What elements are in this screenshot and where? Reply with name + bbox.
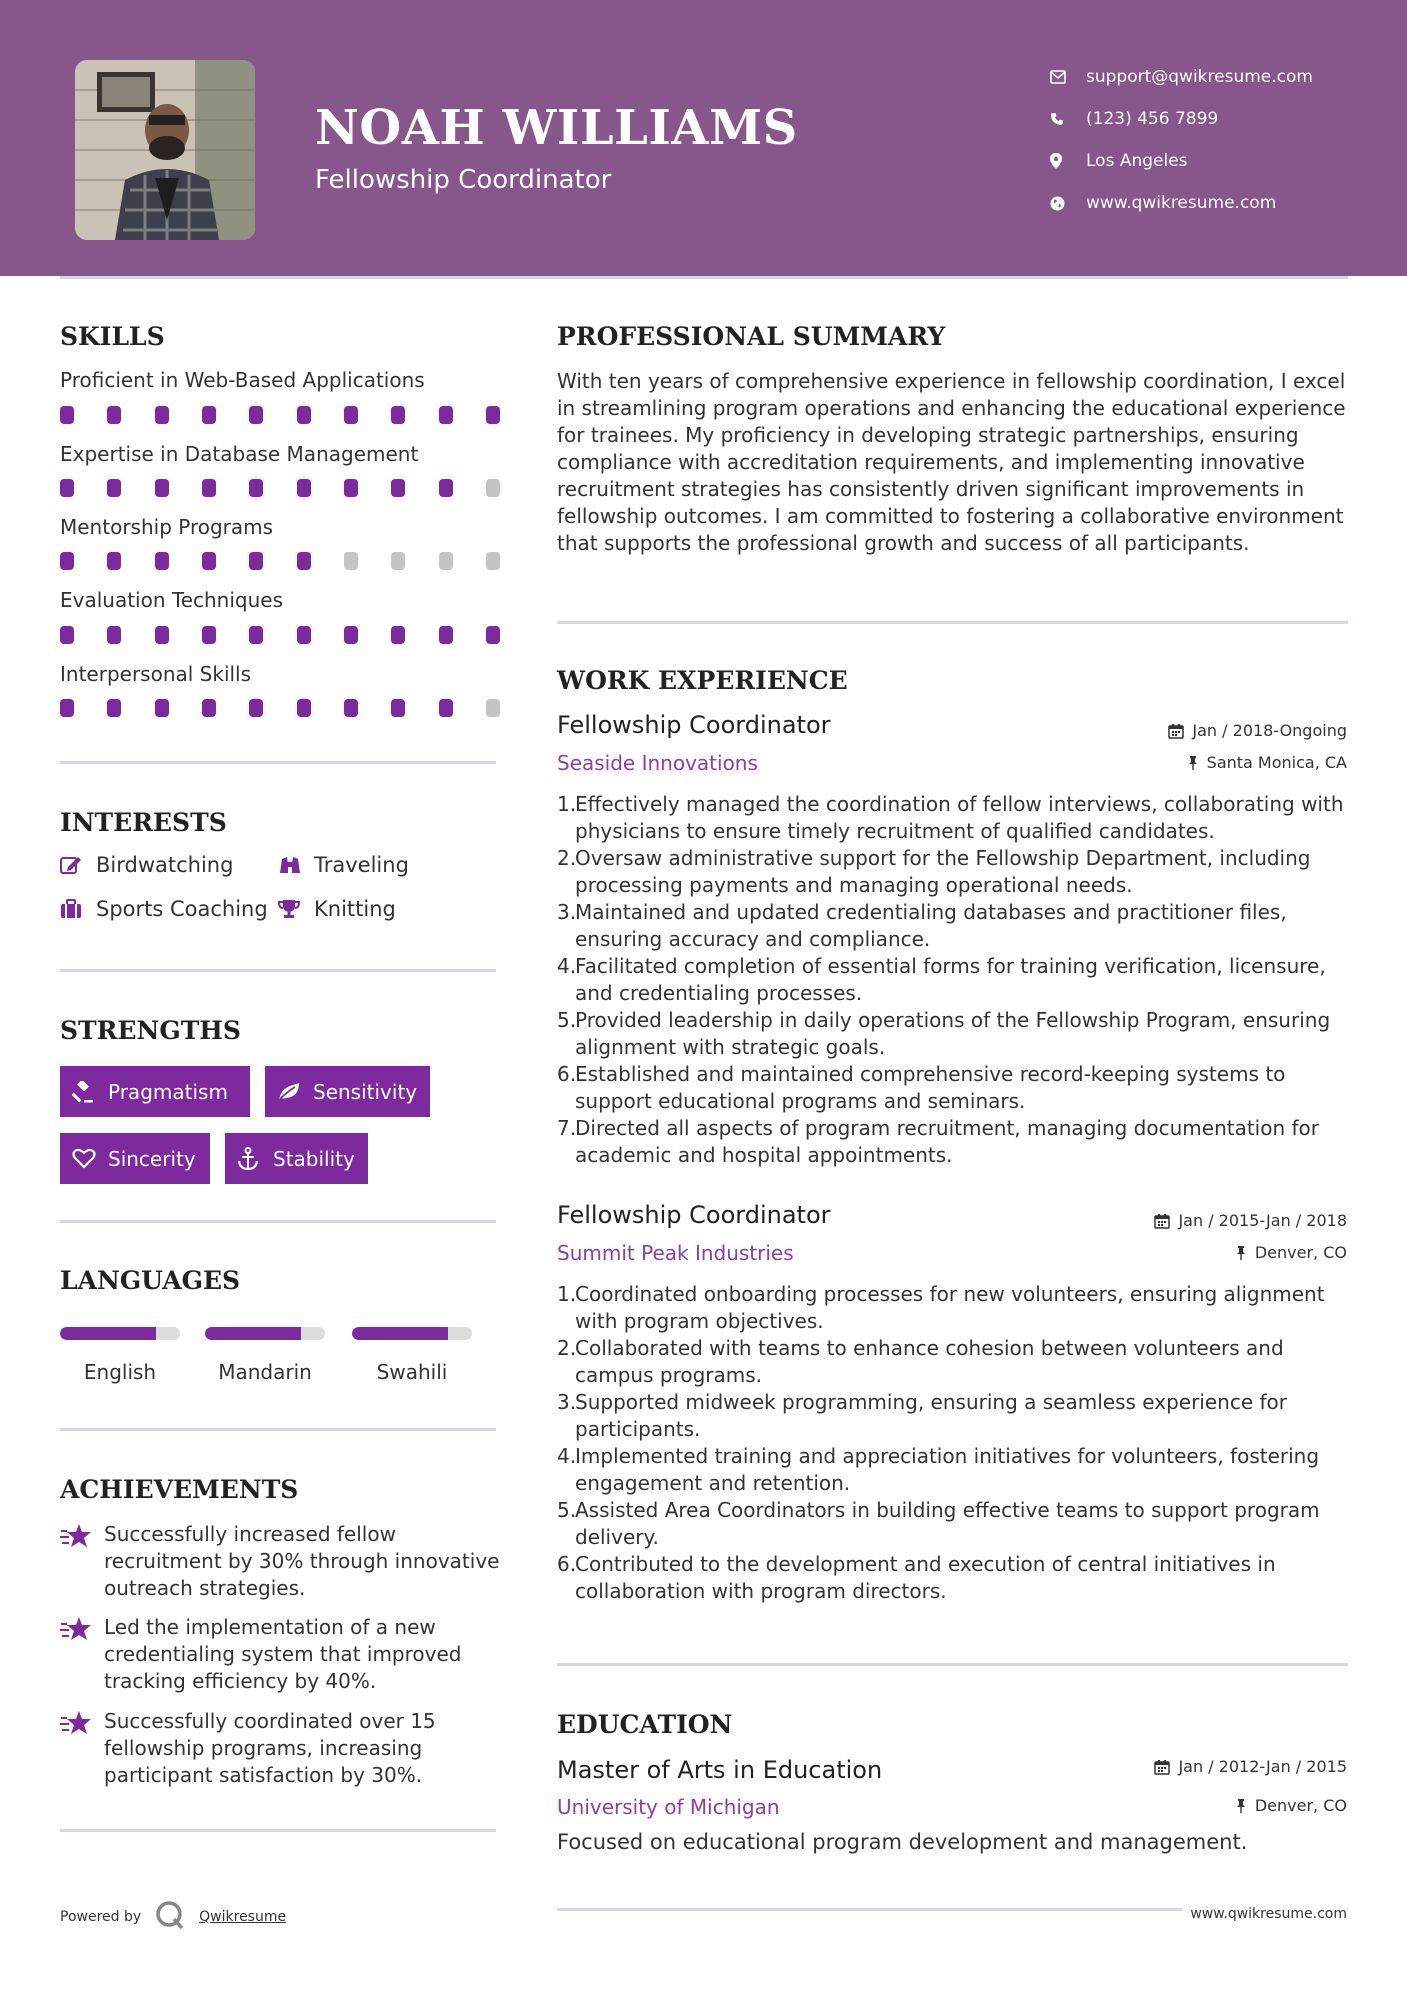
responsibility-text: Implemented training and appreciation initiatives for volunteers, fostering engagement and retention. — [575, 1444, 1320, 1495]
skill-label: Proficient in Web-Based Applications — [60, 368, 425, 392]
skill-dot-empty — [486, 699, 500, 717]
skill-dot-filled — [344, 626, 358, 644]
achievement-item — [60, 1521, 500, 1602]
pushpin-icon — [1235, 1798, 1247, 1814]
interest-label: Birdwatching — [96, 853, 234, 877]
skill-dot-filled — [297, 626, 311, 644]
footer-url[interactable]: www.qwikresume.com — [1182, 1906, 1347, 1922]
language-label: Mandarin — [218, 1360, 312, 1384]
contact-phone[interactable] — [1050, 98, 1313, 140]
education-location-text: Denver, CO — [1254, 1796, 1347, 1815]
star-icon — [60, 1614, 104, 1695]
skill-dot-filled — [155, 626, 169, 644]
responsibility-item: 5. Assisted Area Coordinators in building effective teams to support program delivery. — [557, 1497, 1352, 1551]
skill-dot-filled — [155, 699, 169, 717]
edit-icon — [60, 855, 96, 875]
skill-dot-filled — [297, 552, 311, 570]
skill-dot-filled — [297, 406, 311, 424]
skill-dot-filled — [155, 552, 169, 570]
heart-icon — [72, 1148, 108, 1169]
responsibility-item: 1. Coordinated onboarding processes for new volunteers, ensuring alignment with program objectives. — [557, 1281, 1352, 1335]
calendar-icon — [1168, 723, 1184, 739]
skill-dot-filled — [202, 626, 216, 644]
interests-heading: INTERESTS — [60, 808, 227, 837]
language-level-bar — [60, 1327, 180, 1340]
skill-dot-filled — [391, 479, 405, 497]
job-company: Seaside Innovations — [557, 751, 758, 775]
resume-header — [0, 0, 1407, 276]
leaf-icon — [277, 1082, 313, 1102]
star-icon — [60, 1708, 104, 1789]
strength-label: Stability — [273, 1146, 355, 1171]
globe-icon — [1050, 196, 1086, 211]
skill-dot-filled — [249, 699, 263, 717]
achievements-heading: ACHIEVEMENTS — [60, 1475, 299, 1504]
skill-dot-filled — [249, 626, 263, 644]
job-role: Fellowship Coordinator — [557, 711, 831, 739]
skill-dot-filled — [202, 552, 216, 570]
language-level-fill — [205, 1327, 301, 1340]
education-dates-text: Jan / 2012-Jan / 2015 — [1178, 1757, 1347, 1776]
responsibility-item: 4. Implemented training and appreciation initiatives for volunteers, fostering engagement and retention. — [557, 1443, 1352, 1497]
skill-dot-filled — [344, 479, 358, 497]
language-level-fill — [60, 1327, 156, 1340]
language-item — [352, 1327, 472, 1384]
job-location-text: Santa Monica, CA — [1206, 753, 1347, 772]
job-responsibilities — [557, 791, 1352, 1169]
job-dates-text: Jan / 2018-Ongoing — [1192, 721, 1347, 740]
responsibility-item: 2. Oversaw administrative support for the Fellowship Department, including processing payments and managing operational needs. — [557, 845, 1352, 899]
job-responsibilities — [557, 1281, 1352, 1605]
skill-dot-filled — [155, 406, 169, 424]
profile-photo — [75, 60, 255, 240]
skill-rating — [60, 626, 500, 644]
skill-dot-filled — [439, 406, 453, 424]
skill-dot-empty — [486, 479, 500, 497]
powered-by — [60, 1900, 286, 1934]
skill-dot-filled — [107, 479, 121, 497]
candidate-name: NOAH WILLIAMS — [315, 100, 798, 156]
pushpin-icon — [1187, 755, 1199, 771]
responsibility-item: 4. Facilitated completion of essential forms for training verification, licensure, and credentialing processes. — [557, 953, 1352, 1007]
language-label: Swahili — [376, 1360, 448, 1384]
language-label: English — [83, 1360, 157, 1384]
skill-rating — [60, 699, 500, 717]
interest-item — [278, 897, 396, 921]
skill-dot-filled — [202, 479, 216, 497]
job-dates — [1154, 1211, 1347, 1230]
interest-label: Traveling — [314, 853, 409, 877]
section-divider — [557, 621, 1348, 624]
skill-dot-empty — [486, 552, 500, 570]
language-item — [60, 1327, 180, 1384]
job-dates-text: Jan / 2015-Jan / 2018 — [1178, 1211, 1347, 1230]
responsibility-item: 5. Provided leadership in daily operations of the Fellowship Program, ensuring alignment with strategic goals. — [557, 1007, 1352, 1061]
qwikresume-logo-icon — [155, 1900, 185, 1934]
skill-dot-filled — [155, 479, 169, 497]
strengths-heading: STRENGTHS — [60, 1016, 241, 1045]
summary-heading: PROFESSIONAL SUMMARY — [557, 322, 946, 351]
education-heading: EDUCATION — [557, 1710, 733, 1739]
qwikresume-link[interactable]: Qwikresume — [199, 1909, 287, 1925]
skill-dot-filled — [107, 406, 121, 424]
section-divider — [557, 1663, 1348, 1666]
skill-dot-filled — [202, 699, 216, 717]
responsibility-text: Facilitated completion of essential forms for training verification, licensure, and credentialing processes. — [575, 954, 1326, 1005]
skill-dot-filled — [249, 479, 263, 497]
skill-dot-filled — [60, 406, 74, 424]
contact-location-text: Los Angeles — [1086, 151, 1188, 171]
skill-dot-filled — [439, 699, 453, 717]
job-location — [1235, 1243, 1347, 1262]
strength-badge — [60, 1066, 250, 1117]
skill-dot-filled — [486, 406, 500, 424]
responsibility-item: 7. Directed all aspects of program recruitment, managing documentation for academic and hospital appointments. — [557, 1115, 1352, 1169]
responsibility-text: Coordinated onboarding processes for new volunteers, ensuring alignment with program objectives. — [575, 1282, 1325, 1333]
contact-email-text[interactable]: support@qwikresume.com — [1086, 67, 1313, 87]
skill-dot-empty — [439, 552, 453, 570]
responsibility-text: Effectively managed the coordination of fellow interviews, collaborating with physicians to ensure timely recruitment of qualified candidates. — [575, 792, 1344, 843]
job-location — [1187, 753, 1347, 772]
powered-by-label: Powered by — [60, 1909, 142, 1925]
language-level-bar — [352, 1327, 472, 1340]
skill-dot-filled — [391, 406, 405, 424]
interest-item — [60, 897, 268, 921]
interest-label: Sports Coaching — [96, 897, 268, 921]
skill-dot-filled — [249, 406, 263, 424]
achievement-item — [60, 1614, 500, 1695]
contact-location — [1050, 140, 1313, 182]
achievement-item — [60, 1708, 500, 1789]
responsibility-text: Contributed to the development and execution of central initiatives in collaboration with program directors. — [575, 1552, 1276, 1603]
job-role: Fellowship Coordinator — [557, 1201, 831, 1229]
education-location — [1235, 1796, 1347, 1815]
contact-website-text[interactable]: www.qwikresume.com — [1086, 193, 1277, 213]
skill-dot-filled — [297, 479, 311, 497]
responsibility-text: Assisted Area Coordinators in building effective teams to support program delivery. — [575, 1498, 1320, 1549]
responsibility-text: Provided leadership in daily operations of the Fellowship Program, ensuring alignment with strategic goals. — [575, 1008, 1331, 1059]
trophy-icon — [278, 899, 314, 919]
job-location-text: Denver, CO — [1254, 1243, 1347, 1262]
skill-dot-filled — [439, 479, 453, 497]
responsibility-item: 6. Established and maintained comprehensive record-keeping systems to support educational programs and seminars. — [557, 1061, 1352, 1115]
strength-label: Sincerity — [108, 1146, 196, 1171]
skill-rating — [60, 406, 500, 424]
skill-dot-filled — [202, 406, 216, 424]
job-dates — [1168, 721, 1347, 740]
skill-dot-filled — [60, 479, 74, 497]
skill-label: Mentorship Programs — [60, 515, 274, 539]
strength-badge — [225, 1133, 368, 1184]
contact-website[interactable] — [1050, 182, 1313, 224]
skill-dot-filled — [107, 699, 121, 717]
strength-badge — [60, 1133, 210, 1184]
skill-dot-filled — [344, 699, 358, 717]
skill-dot-filled — [60, 552, 74, 570]
gavel-icon — [72, 1081, 108, 1103]
responsibility-text: Collaborated with teams to enhance cohesion between volunteers and campus programs. — [575, 1336, 1284, 1387]
binoculars-icon — [278, 855, 314, 875]
skill-dot-filled — [391, 699, 405, 717]
education-dates — [1154, 1757, 1347, 1776]
responsibility-item: 1. Effectively managed the coordination of fellow interviews, collaborating with physicians to ensure timely recruitment of qualified candidates. — [557, 791, 1352, 845]
interest-item — [60, 853, 233, 877]
responsibility-text: Directed all aspects of program recruitment, managing documentation for academic and hospital appointments. — [575, 1116, 1320, 1167]
responsibility-text: Supported midweek programming, ensuring a seamless experience for participants. — [575, 1390, 1287, 1441]
responsibility-item: 2. Collaborated with teams to enhance cohesion between volunteers and campus programs. — [557, 1335, 1352, 1389]
skill-dot-filled — [107, 552, 121, 570]
interest-item — [278, 853, 409, 877]
strength-label: Sensitivity — [313, 1079, 418, 1104]
responsibility-text: Maintained and updated credentialing databases and practitioner files, ensuring accuracy and compliance. — [575, 900, 1287, 951]
responsibility-item: 6. Contributed to the development and execution of central initiatives in collaboration with program directors. — [557, 1551, 1352, 1605]
skill-rating — [60, 552, 500, 570]
skills-heading: SKILLS — [60, 322, 165, 351]
section-divider — [60, 1829, 496, 1832]
summary-text: With ten years of comprehensive experience in fellowship coordination, I excel in streamlining program operations and enhancing the educational experience for trainees. My proficiency in developing strategic partnerships, ensuring compliance with accreditation requirements, and implementing innovative recruitment strategies has consistently driven significant improvements in fellowship outcomes. I am committed to fostering a collaborative environment that supports the professional growth and success of all participants. — [557, 369, 1346, 555]
calendar-icon — [1154, 1213, 1170, 1229]
skill-dot-empty — [391, 552, 405, 570]
skill-label: Evaluation Techniques — [60, 588, 284, 612]
briefcase-icon — [60, 899, 96, 919]
skill-dot-filled — [249, 552, 263, 570]
skill-rating — [60, 479, 500, 497]
candidate-title: Fellowship Coordinator — [315, 165, 612, 195]
responsibility-item: 3. Maintained and updated credentialing databases and practitioner files, ensuring accuracy and compliance. — [557, 899, 1352, 953]
education-description: Focused on educational program development and management. — [557, 1830, 1248, 1854]
section-divider — [60, 1220, 496, 1223]
skill-label: Expertise in Database Management — [60, 442, 419, 466]
education-degree: Master of Arts in Education — [557, 1756, 883, 1784]
skill-label: Interpersonal Skills — [60, 662, 252, 686]
contact-list — [1050, 56, 1313, 224]
job-company: Summit Peak Industries — [557, 1241, 794, 1265]
contact-email[interactable] — [1050, 56, 1313, 98]
achievement-text: Successfully increased fellow recruitment by 30% through innovative outreach strategies. — [104, 1522, 500, 1600]
responsibility-item: 3. Supported midweek programming, ensuring a seamless experience for participants. — [557, 1389, 1352, 1443]
skill-dot-filled — [107, 626, 121, 644]
skill-dot-filled — [391, 626, 405, 644]
language-item — [205, 1327, 325, 1384]
languages-heading: LANGUAGES — [60, 1266, 241, 1295]
achievement-text: Successfully coordinated over 15 fellowship programs, increasing participant satisfaction by 30%. — [104, 1709, 436, 1787]
phone-icon — [1050, 112, 1086, 126]
anchor-icon — [237, 1147, 273, 1171]
strength-label: Pragmatism — [108, 1079, 228, 1104]
skill-dot-filled — [344, 406, 358, 424]
skill-dot-filled — [60, 699, 74, 717]
language-level-fill — [352, 1327, 448, 1340]
skill-dot-filled — [297, 699, 311, 717]
section-divider — [60, 1428, 496, 1431]
contact-phone-text[interactable]: (123) 456 7899 — [1086, 109, 1219, 129]
pushpin-icon — [1235, 1245, 1247, 1261]
star-icon — [60, 1521, 104, 1602]
language-level-bar — [205, 1327, 325, 1340]
header-divider — [60, 276, 1348, 279]
skill-dot-filled — [60, 626, 74, 644]
calendar-icon — [1154, 1759, 1170, 1775]
section-divider — [60, 761, 496, 764]
envelope-icon — [1050, 70, 1086, 84]
work-experience-heading: WORK EXPERIENCE — [557, 666, 848, 695]
map-marker-icon — [1050, 153, 1086, 169]
section-divider — [60, 969, 496, 972]
strength-badge — [265, 1066, 430, 1117]
achievement-text: Led the implementation of a new credentialing system that improved tracking efficiency by 40%. — [104, 1615, 462, 1693]
responsibility-text: Established and maintained comprehensive record-keeping systems to support educational programs and seminars. — [575, 1062, 1286, 1113]
skill-dot-empty — [344, 552, 358, 570]
skill-dot-filled — [439, 626, 453, 644]
interest-label: Knitting — [314, 897, 396, 921]
responsibility-text: Oversaw administrative support for the Fellowship Department, including processing payments and managing operational needs. — [575, 846, 1311, 897]
education-school: University of Michigan — [557, 1795, 780, 1819]
skill-dot-filled — [486, 626, 500, 644]
